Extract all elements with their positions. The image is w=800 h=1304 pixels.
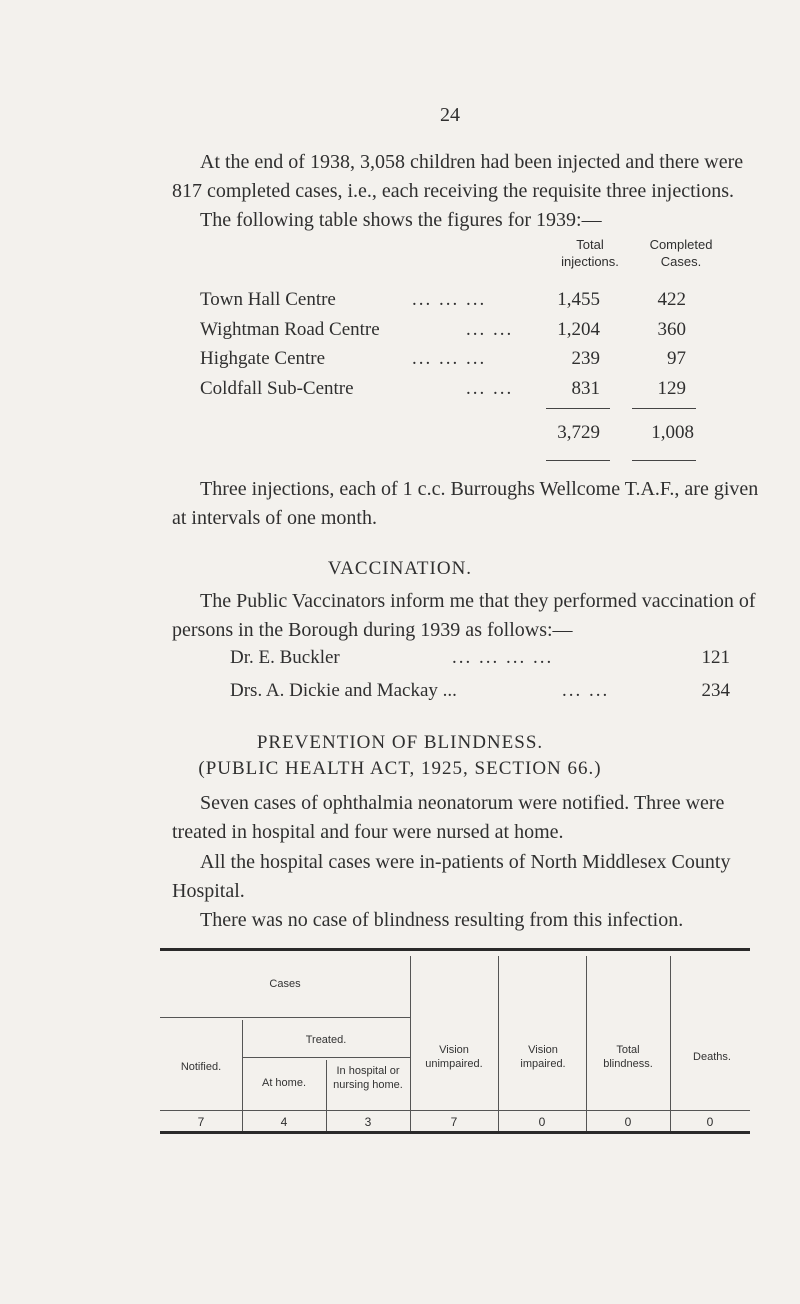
vision-unimpaired-value: 7 <box>450 1115 458 1129</box>
vision-impaired-value: 0 <box>538 1115 546 1129</box>
table-bottom-rule <box>160 1131 750 1134</box>
blindness-paragraph-3: There was no case of blindness resulting from this infection. <box>200 909 684 931</box>
blindness-paragraph-1: Seven cases of ophthalmia neonatorum were notified. Three were treated in hospital and four were nursed at home. <box>172 792 725 843</box>
notified-header: Notified. <box>180 1061 222 1073</box>
vaccination-heading: VACCINATION. <box>327 558 473 579</box>
in-hospital-header: In hospital or nursing home. <box>333 1065 403 1091</box>
sum-rule <box>632 460 696 461</box>
in-hospital-value: 3 <box>364 1115 372 1129</box>
deaths-value: 0 <box>706 1115 714 1129</box>
page-number: 24 <box>440 104 460 126</box>
vision-impaired-header: Vision impaired. <box>520 1044 566 1070</box>
vaccination-paragraph: The Public Vaccinators inform me that they performed vaccination of persons in the Borough during 1939 as follows:— <box>172 590 756 641</box>
blindness-heading: PREVENTION OF BLINDNESS. <box>256 732 544 753</box>
intro-paragraph: At the end of 1938, 3,058 children had been injected and there were 817 completed cases, i.e., each receiving the requisite three injections. <box>172 151 744 202</box>
vision-unimpaired-header: Vision unimpaired. <box>425 1044 483 1070</box>
treated-header: Treated. <box>305 1034 347 1046</box>
total-injections-sum: 3,729 <box>557 422 600 443</box>
deaths-header: Deaths. <box>693 1051 731 1063</box>
total-injections-header: Total injections. <box>561 237 619 269</box>
completed-cases-header: Completed Cases. <box>649 237 713 269</box>
act-heading: (PUBLIC HEALTH ACT, 1925, SECTION 66.) <box>198 758 602 779</box>
total-blindness-value: 0 <box>624 1115 632 1129</box>
total-blindness-header: Total blindness. <box>603 1044 653 1070</box>
sum-rule <box>632 408 696 409</box>
completed-cases-sum: 1,008 <box>651 422 694 443</box>
blindness-paragraph-2: All the hospital cases were in-patients of North Middlesex County Hospital. <box>172 851 731 902</box>
notified-value: 7 <box>197 1115 205 1129</box>
cases-header: Cases <box>269 978 301 990</box>
at-home-header: At home. <box>261 1077 307 1089</box>
table-top-rule <box>160 948 750 951</box>
injections-note: Three injections, each of 1 c.c. Burroughs Wellcome T.A.F., are given at intervals of one month. <box>172 478 759 529</box>
at-home-value: 4 <box>280 1115 288 1129</box>
sum-rule <box>546 460 610 461</box>
table-intro: The following table shows the figures for 1939:— <box>200 209 602 231</box>
sum-rule <box>546 408 610 409</box>
